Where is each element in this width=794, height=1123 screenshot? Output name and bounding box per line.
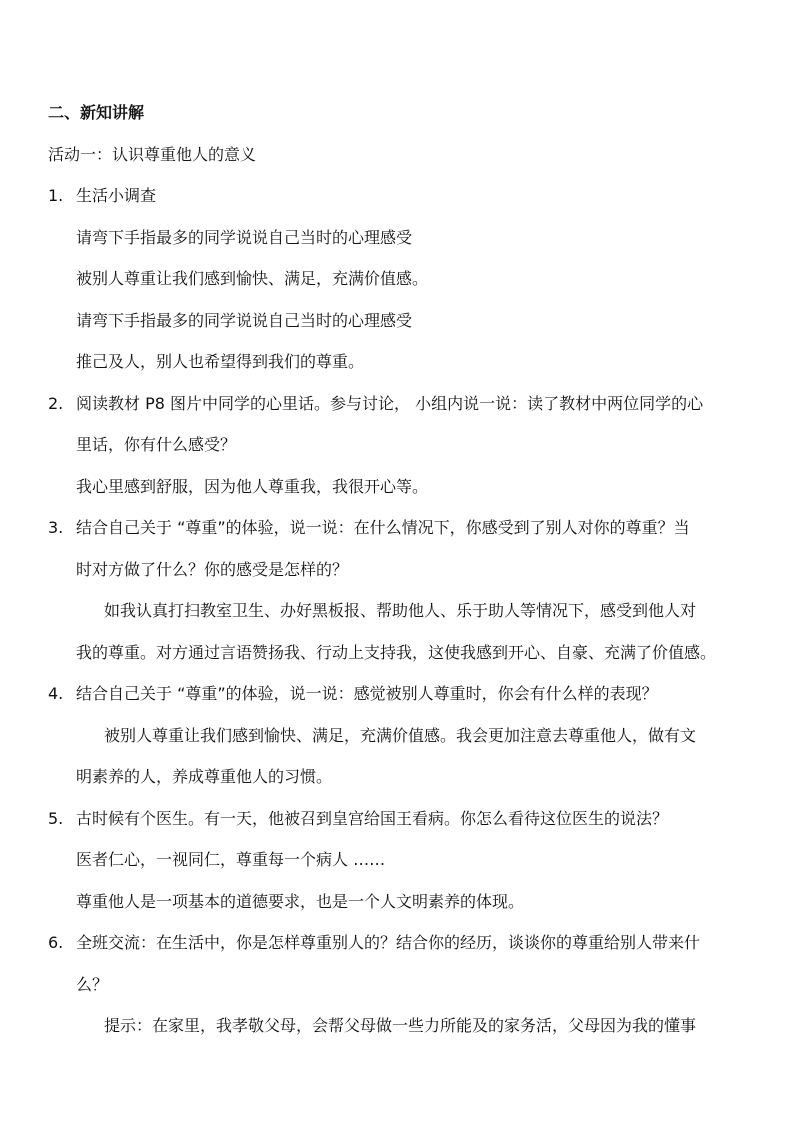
item-answer: 请弯下手指最多的同学说说自己当时的心理感受 — [76, 311, 413, 330]
item-answer: 提示：在家里，我孝敬父母，会帮父母做一些力所能及的家务活，父母因为我的懂事 — [104, 1016, 697, 1035]
item-question: 里话，你有什么感受？ — [76, 435, 237, 454]
item-answer: 我心里感到舒服，因为他人尊重我，我很开心等。 — [76, 477, 429, 496]
item-answer: 明素养的人，养成尊重他人的习惯。 — [76, 767, 333, 786]
item-number: 6. — [48, 933, 64, 952]
activity-title: 活动一：认识尊重他人的意义 — [48, 145, 257, 164]
item-question: 结合自己关于 “尊重”的体验，说一说：在什么情况下，你感受到了别人对你的尊重？当 — [76, 518, 690, 537]
item-answer: 推己及人，别人也希望得到我们的尊重。 — [76, 352, 365, 371]
item-question: 结合自己关于 “尊重”的体验，说一说：感觉被别人尊重时，你会有什么样的表现？ — [76, 684, 658, 703]
item-number: 5. — [48, 809, 64, 828]
item-number: 1. — [48, 186, 64, 205]
item-number: 4. — [48, 684, 64, 703]
item-number: 2. — [48, 394, 64, 413]
item-answer: 请弯下手指最多的同学说说自己当时的心理感受 — [76, 228, 413, 247]
item-question: 么？ — [76, 975, 109, 994]
item-question: 全班交流：在生活中，你是怎样尊重别人的？结合你的经历，谈谈你的尊重给别人带来什 — [76, 933, 701, 952]
item-answer: 尊重他人是一项基本的道德要求，也是一个人文明素养的体现。 — [76, 892, 525, 911]
item-question: 生活小调查 — [76, 186, 157, 205]
item-answer: 如我认真打扫教室卫生、办好黑板报、帮助他人、乐于助人等情况下，感受到他人对 — [104, 601, 697, 620]
item-question: 古时候有个医生。有一天，他被召到皇宫给国王看病。你怎么看待这位医生的说法？ — [76, 809, 669, 828]
item-answer: 我的尊重。对方通过言语赞扬我、行动上支持我，这使我感到开心、自豪、充满了价值感。 — [76, 643, 717, 662]
item-question: 阅读教材 P8 图片中同学的心里话。参与讨论， 小组内说一说：读了教材中两位同学的心 — [76, 394, 704, 413]
item-answer: 被别人尊重让我们感到愉快、满足，充满价值感。 — [76, 269, 429, 288]
item-answer: 被别人尊重让我们感到愉快、满足，充满价值感。我会更加注意去尊重他人，做有文 — [104, 726, 697, 745]
item-question: 时对方做了什么？你的感受是怎样的？ — [76, 560, 349, 579]
section-title: 二、新知讲解 — [48, 103, 145, 122]
item-number: 3. — [48, 518, 64, 537]
item-answer: 医者仁心，一视同仁，尊重每一个病人 …… — [76, 850, 386, 869]
